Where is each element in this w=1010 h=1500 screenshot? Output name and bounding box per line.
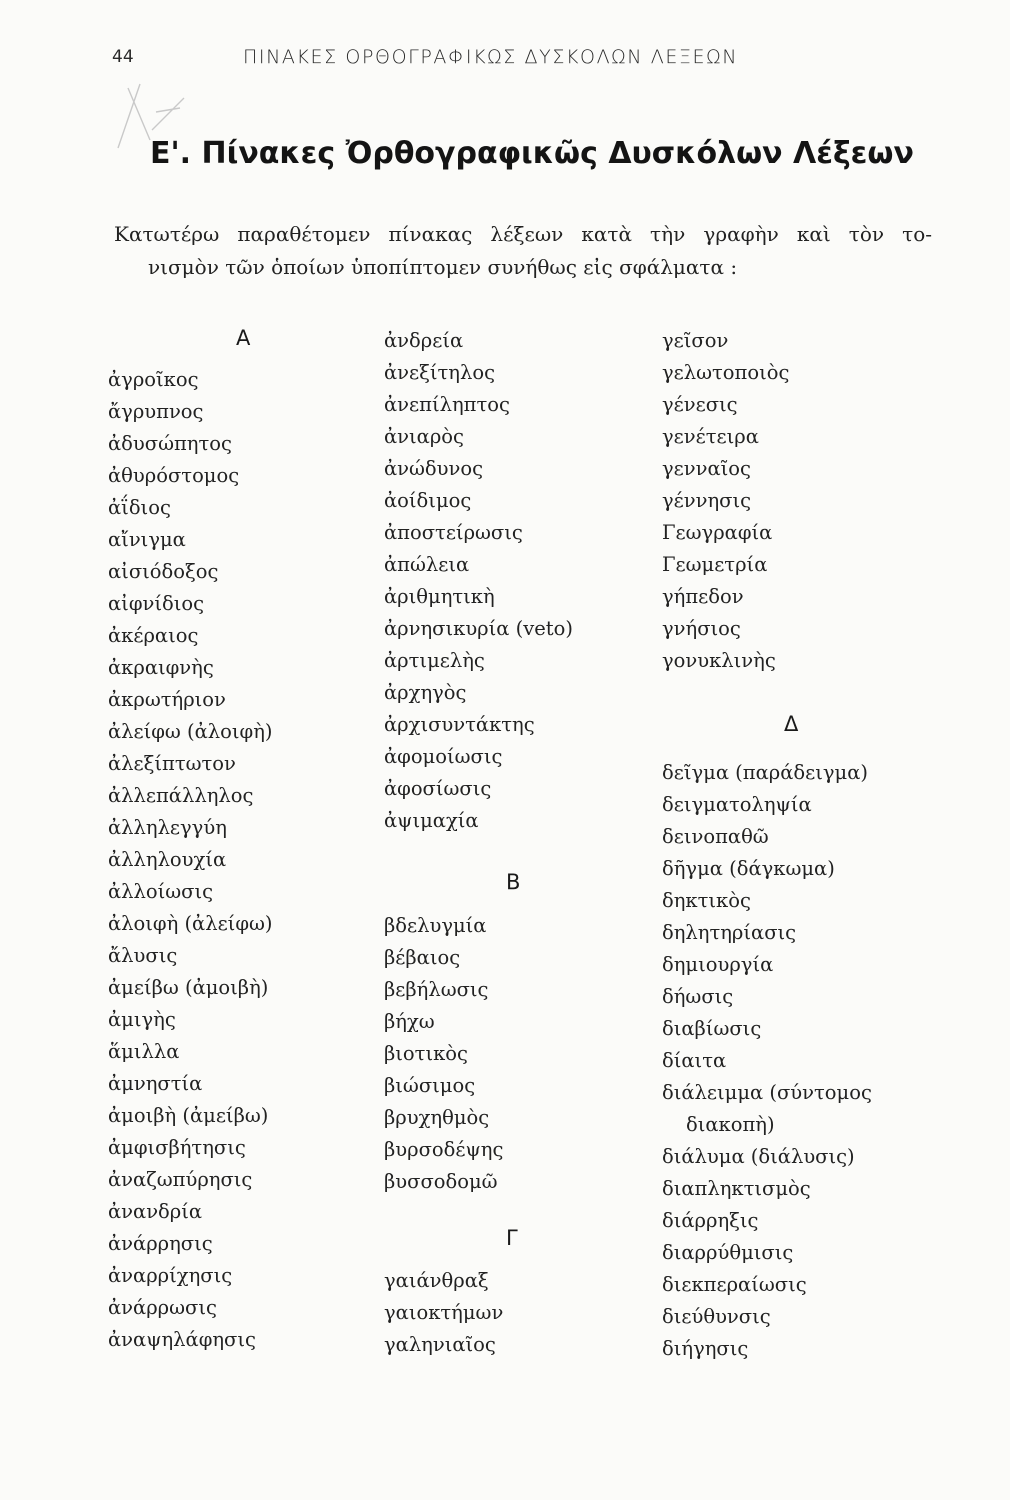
word-entry: ἀνανδρία: [108, 1200, 203, 1223]
word-entry: ἀμοιβὴ (ἀμείβω): [108, 1104, 269, 1127]
word-entry: δειγματοληψία: [662, 793, 812, 816]
section-title: Ε'. Πίνακες Ὀρθογραφικῶς Δυσκόλων Λέξεων: [150, 136, 914, 171]
word-entry: βιώσιμος: [384, 1074, 476, 1097]
word-entry: δεῖγμα (παράδειγμα): [662, 761, 868, 784]
word-entry: βρυχηθμὸς: [384, 1106, 490, 1129]
word-entry: γενναῖος: [662, 457, 751, 480]
word-entry: ἀφοσίωσις: [384, 777, 492, 800]
word-entry: δεινοπαθῶ: [662, 825, 769, 848]
word-entry: βεβήλωσις: [384, 978, 489, 1001]
word-entry: αἰσιόδοξος: [108, 560, 219, 583]
word-entry: ἀθυρόστομος: [108, 464, 240, 487]
page-number: 44: [112, 47, 134, 67]
section-letter-gamma: Γ: [506, 1226, 518, 1250]
word-entry: γενέτειρα: [662, 425, 759, 448]
word-entry: διήγησις: [662, 1337, 749, 1360]
word-entry: ἀρχηγὸς: [384, 681, 467, 704]
word-entry: ἀκρωτήριον: [108, 688, 226, 711]
word-entry: διάρρηξις: [662, 1209, 759, 1232]
word-entry: ἀνιαρὸς: [384, 425, 464, 448]
word-entry: δημιουργία: [662, 953, 774, 976]
word-entry: ἀνάρρωσις: [108, 1296, 217, 1319]
word-entry: ἀλλοίωσις: [108, 880, 214, 903]
word-entry: ἅμιλλα: [108, 1040, 180, 1063]
word-entry: γένεσις: [662, 393, 738, 416]
word-entry: διάλυμα (διάλυσις): [662, 1145, 855, 1168]
word-entry: ἀμιγὴς: [108, 1008, 176, 1031]
word-entry: ἀναζωπύρησις: [108, 1168, 253, 1191]
word-entry: δίαιτα: [662, 1049, 727, 1072]
word-entry: ἀριθμητικὴ: [384, 585, 495, 608]
word-entry: ἀΐδιος: [108, 496, 171, 519]
word-entry: ἀλείφω (ἀλοιφὴ): [108, 720, 273, 743]
word-entry: ἀκέραιος: [108, 624, 199, 647]
word-entry: ἄγρυπνος: [108, 400, 204, 423]
word-entry: ἀνδρεία: [384, 329, 464, 352]
word-entry: ἀνεξίτηλος: [384, 361, 496, 384]
word-entry: βήχω: [384, 1010, 435, 1033]
word-entry: διαπληκτισμὸς: [662, 1177, 811, 1200]
word-entry: ἀνάρρησις: [108, 1232, 213, 1255]
word-entry: ἀλλεπάλληλος: [108, 784, 254, 807]
word-entry: ἀλληλεγγύη: [108, 816, 227, 839]
word-entry: γελωτοποιὸς: [662, 361, 790, 384]
word-entry: γνήσιος: [662, 617, 741, 640]
word-entry: διακοπὴ): [686, 1113, 775, 1136]
word-entry: ἀκραιφνὴς: [108, 656, 214, 679]
word-entry: ἀναψηλάφησις: [108, 1328, 256, 1351]
word-entry: Γεωμετρία: [662, 553, 768, 576]
word-entry: ἄλυσις: [108, 944, 178, 967]
word-entry: ἀλεξίπτωτον: [108, 752, 236, 775]
word-entry: ἀοίδιμος: [384, 489, 472, 512]
section-letter-delta: Δ: [784, 712, 799, 736]
word-entry: διάλειμμα (σύντομος: [662, 1081, 872, 1104]
word-entry: διαβίωσις: [662, 1017, 762, 1040]
word-entry: ἀμφισβήτησις: [108, 1136, 246, 1159]
word-entry: δηλητηρίασις: [662, 921, 797, 944]
word-entry: δηκτικὸς: [662, 889, 751, 912]
intro-line-1: Κατωτέρω παραθέτομεν πίνακας λέξεων κατὰ τὴν γραφὴν καὶ τὸν το-: [114, 222, 932, 246]
word-entry: γονυκλινὴς: [662, 649, 776, 672]
word-entry: ἀρχισυντάκτης: [384, 713, 535, 736]
word-entry: διαρρύθμισις: [662, 1241, 794, 1264]
word-entry: βέβαιος: [384, 946, 461, 969]
word-entry: βυρσοδέψης: [384, 1138, 504, 1161]
word-entry: ἀπώλεια: [384, 553, 470, 576]
word-entry: γέννησις: [662, 489, 752, 512]
word-entry: δῆγμα (δάγκωμα): [662, 857, 835, 880]
word-entry: βδελυγμία: [384, 914, 487, 937]
word-entry: γήπεδον: [662, 585, 744, 608]
word-entry: διεκπεραίωσις: [662, 1273, 807, 1296]
section-letter-beta: Β: [506, 870, 521, 894]
word-entry: ἀποστείρωσις: [384, 521, 523, 544]
word-entry: Γεωγραφία: [662, 521, 773, 544]
word-entry: γαιάνθραξ: [384, 1269, 489, 1292]
word-entry: ἀψιμαχία: [384, 809, 479, 832]
intro-paragraph: [114, 218, 932, 284]
word-entry: δήωσις: [662, 985, 734, 1008]
word-entry: βιοτικὸς: [384, 1042, 468, 1065]
word-entry: γαιοκτήμων: [384, 1301, 504, 1324]
word-entry: γαληνιαῖος: [384, 1333, 496, 1356]
intro-line-2: νισμὸν τῶν ὁποίων ὑποπίπτομεν συνήθως εἰς σφάλματα :: [148, 255, 738, 279]
word-entry: ἀρτιμελὴς: [384, 649, 485, 672]
word-entry: ἀδυσώπητος: [108, 432, 232, 455]
running-head: ΠΙΝΑΚΕΣ ΟΡΘΟΓΡΑΦΙΚΩΣ ΔΥΣΚΟΛΩΝ ΛΕΞΕΩΝ: [243, 46, 739, 68]
word-entry: ἀνώδυνος: [384, 457, 484, 480]
word-entry: ἀμνηστία: [108, 1072, 203, 1095]
word-entry: βυσσοδομῶ: [384, 1170, 498, 1193]
word-entry: ἀλοιφὴ (ἀλείφω): [108, 912, 273, 935]
word-entry: ἀμείβω (ἀμοιβὴ): [108, 976, 269, 999]
word-entry: διεύθυνσις: [662, 1305, 771, 1328]
word-entry: γεῖσον: [662, 329, 729, 352]
word-entry: αἴνιγμα: [108, 528, 186, 551]
word-entry: ἀφομοίωσις: [384, 745, 503, 768]
word-entry: ἀναρρίχησις: [108, 1264, 233, 1287]
word-entry: αἰφνίδιος: [108, 592, 205, 615]
word-entry: ἀνεπίληπτος: [384, 393, 510, 416]
word-entry: ἀρνησικυρία (veto): [384, 617, 573, 640]
section-letter-alpha: Α: [236, 326, 251, 350]
word-entry: ἀγροῖκος: [108, 368, 199, 391]
word-entry: ἀλληλουχία: [108, 848, 227, 871]
